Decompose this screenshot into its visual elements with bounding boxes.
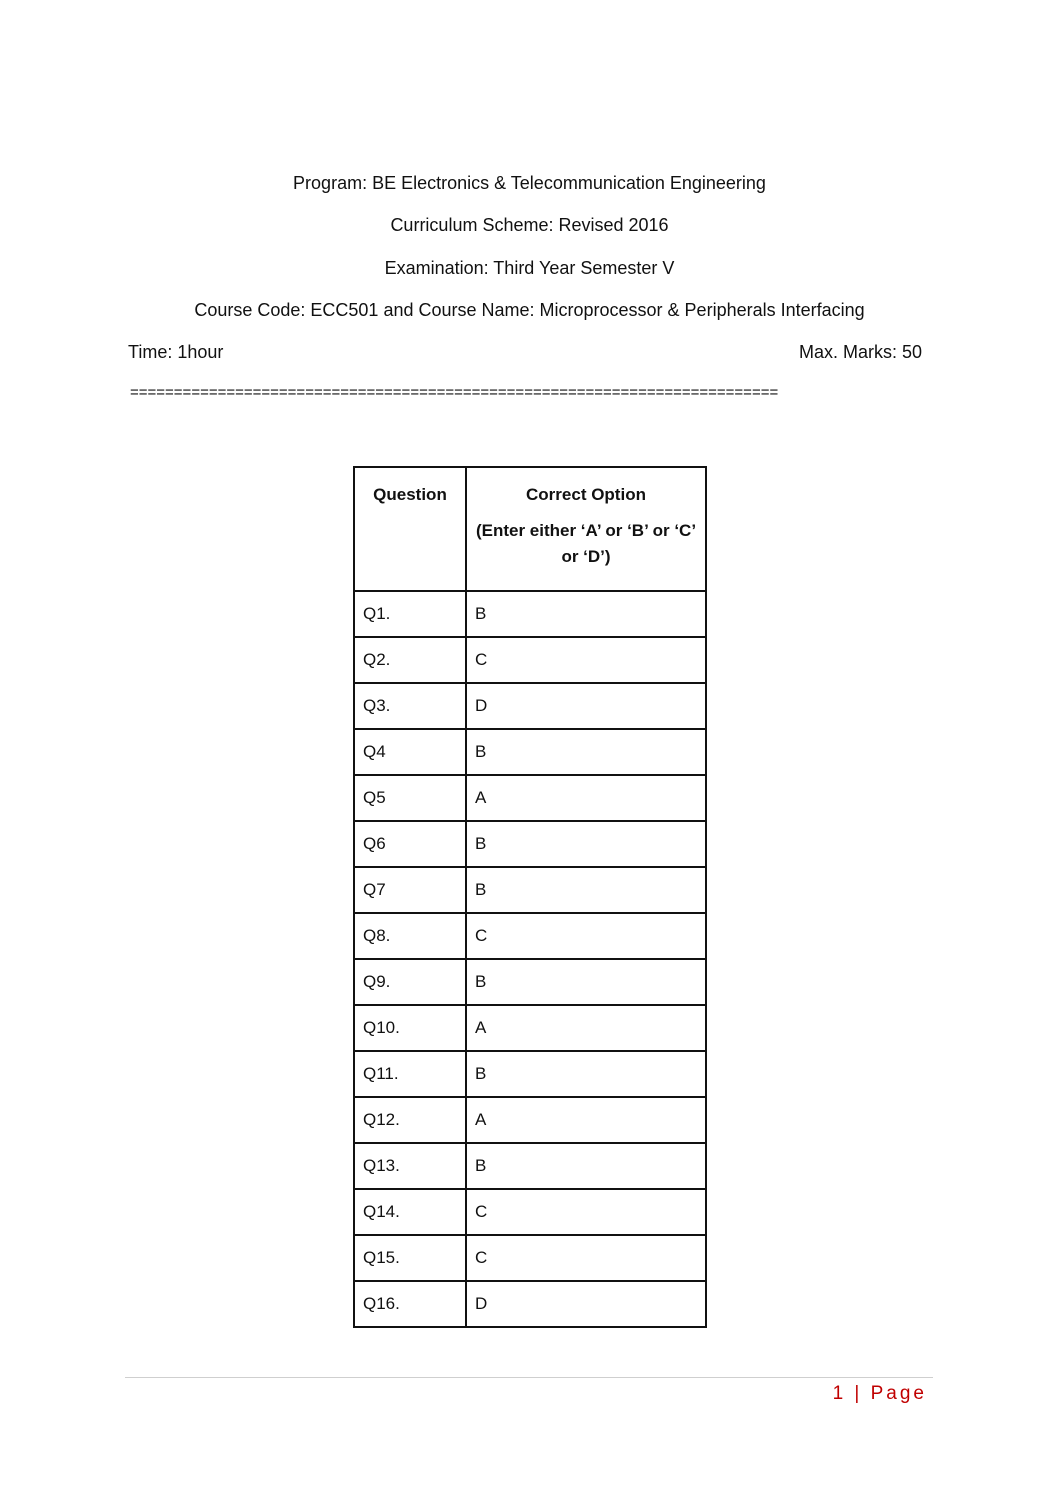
answer-cell: B: [466, 1051, 706, 1097]
answer-cell: A: [466, 775, 706, 821]
question-cell: Q12.: [354, 1097, 466, 1143]
table-row: [354, 1051, 706, 1097]
table-row: [354, 729, 706, 775]
table-row: [354, 775, 706, 821]
answer-cell: D: [466, 683, 706, 729]
footer-divider: [125, 1377, 933, 1378]
question-cell: Q2.: [354, 637, 466, 683]
course-line: Course Code: ECC501 and Course Name: Microprocessor & Peripherals Interfacing: [194, 300, 865, 320]
answer-cell: B: [466, 959, 706, 1005]
answer-cell: B: [466, 1143, 706, 1189]
question-cell: Q11.: [354, 1051, 466, 1097]
table-row: [354, 591, 706, 637]
question-cell: Q6: [354, 821, 466, 867]
table-row: [354, 1189, 706, 1235]
question-column-header: Question: [354, 467, 466, 591]
table-row: [354, 1281, 706, 1327]
table-row: [354, 1235, 706, 1281]
option-column-note: (Enter either ‘A’ or ‘B’ or ‘C’ or ‘D’): [475, 521, 697, 566]
answer-cell: C: [466, 1235, 706, 1281]
program-line: Program: BE Electronics & Telecommunication Engineering: [293, 173, 766, 193]
question-cell: Q7: [354, 867, 466, 913]
question-cell: Q1.: [354, 591, 466, 637]
question-cell: Q14.: [354, 1189, 466, 1235]
question-cell: Q8.: [354, 913, 466, 959]
table-header-row: [354, 467, 706, 591]
examination-line: Examination: Third Year Semester V: [384, 258, 675, 278]
question-cell: Q13.: [354, 1143, 466, 1189]
question-cell: Q16.: [354, 1281, 466, 1327]
answer-cell: A: [466, 1097, 706, 1143]
page-number: 1 | Page: [832, 1383, 927, 1404]
curriculum-line: Curriculum Scheme: Revised 2016: [390, 215, 669, 235]
answer-cell: C: [466, 1189, 706, 1235]
table-row: [354, 637, 706, 683]
question-cell: Q3.: [354, 683, 466, 729]
answer-cell: B: [466, 821, 706, 867]
table-row: [354, 913, 706, 959]
question-cell: Q9.: [354, 959, 466, 1005]
time-label: Time: 1hour: [128, 342, 224, 362]
answer-cell: B: [466, 591, 706, 637]
option-column-title: Correct Option: [526, 485, 646, 504]
table-row: [354, 683, 706, 729]
table-row: [354, 1005, 706, 1051]
table-row: [354, 959, 706, 1005]
answer-cell: D: [466, 1281, 706, 1327]
answer-cell: A: [466, 1005, 706, 1051]
question-cell: Q4: [354, 729, 466, 775]
table-row: [354, 1143, 706, 1189]
question-cell: Q5: [354, 775, 466, 821]
answer-cell: B: [466, 729, 706, 775]
separator-line: ==========================================================================: [130, 384, 779, 401]
table-row: [354, 821, 706, 867]
answer-cell: B: [466, 867, 706, 913]
table-row: [354, 867, 706, 913]
table-row: [354, 1097, 706, 1143]
answer-key-body: [354, 591, 706, 1327]
answer-cell: C: [466, 637, 706, 683]
option-column-header: [466, 467, 706, 591]
answer-key-table: [353, 466, 707, 1328]
question-cell: Q15.: [354, 1235, 466, 1281]
answer-cell: C: [466, 913, 706, 959]
max-marks-label: Max. Marks: 50: [798, 342, 922, 362]
question-cell: Q10.: [354, 1005, 466, 1051]
